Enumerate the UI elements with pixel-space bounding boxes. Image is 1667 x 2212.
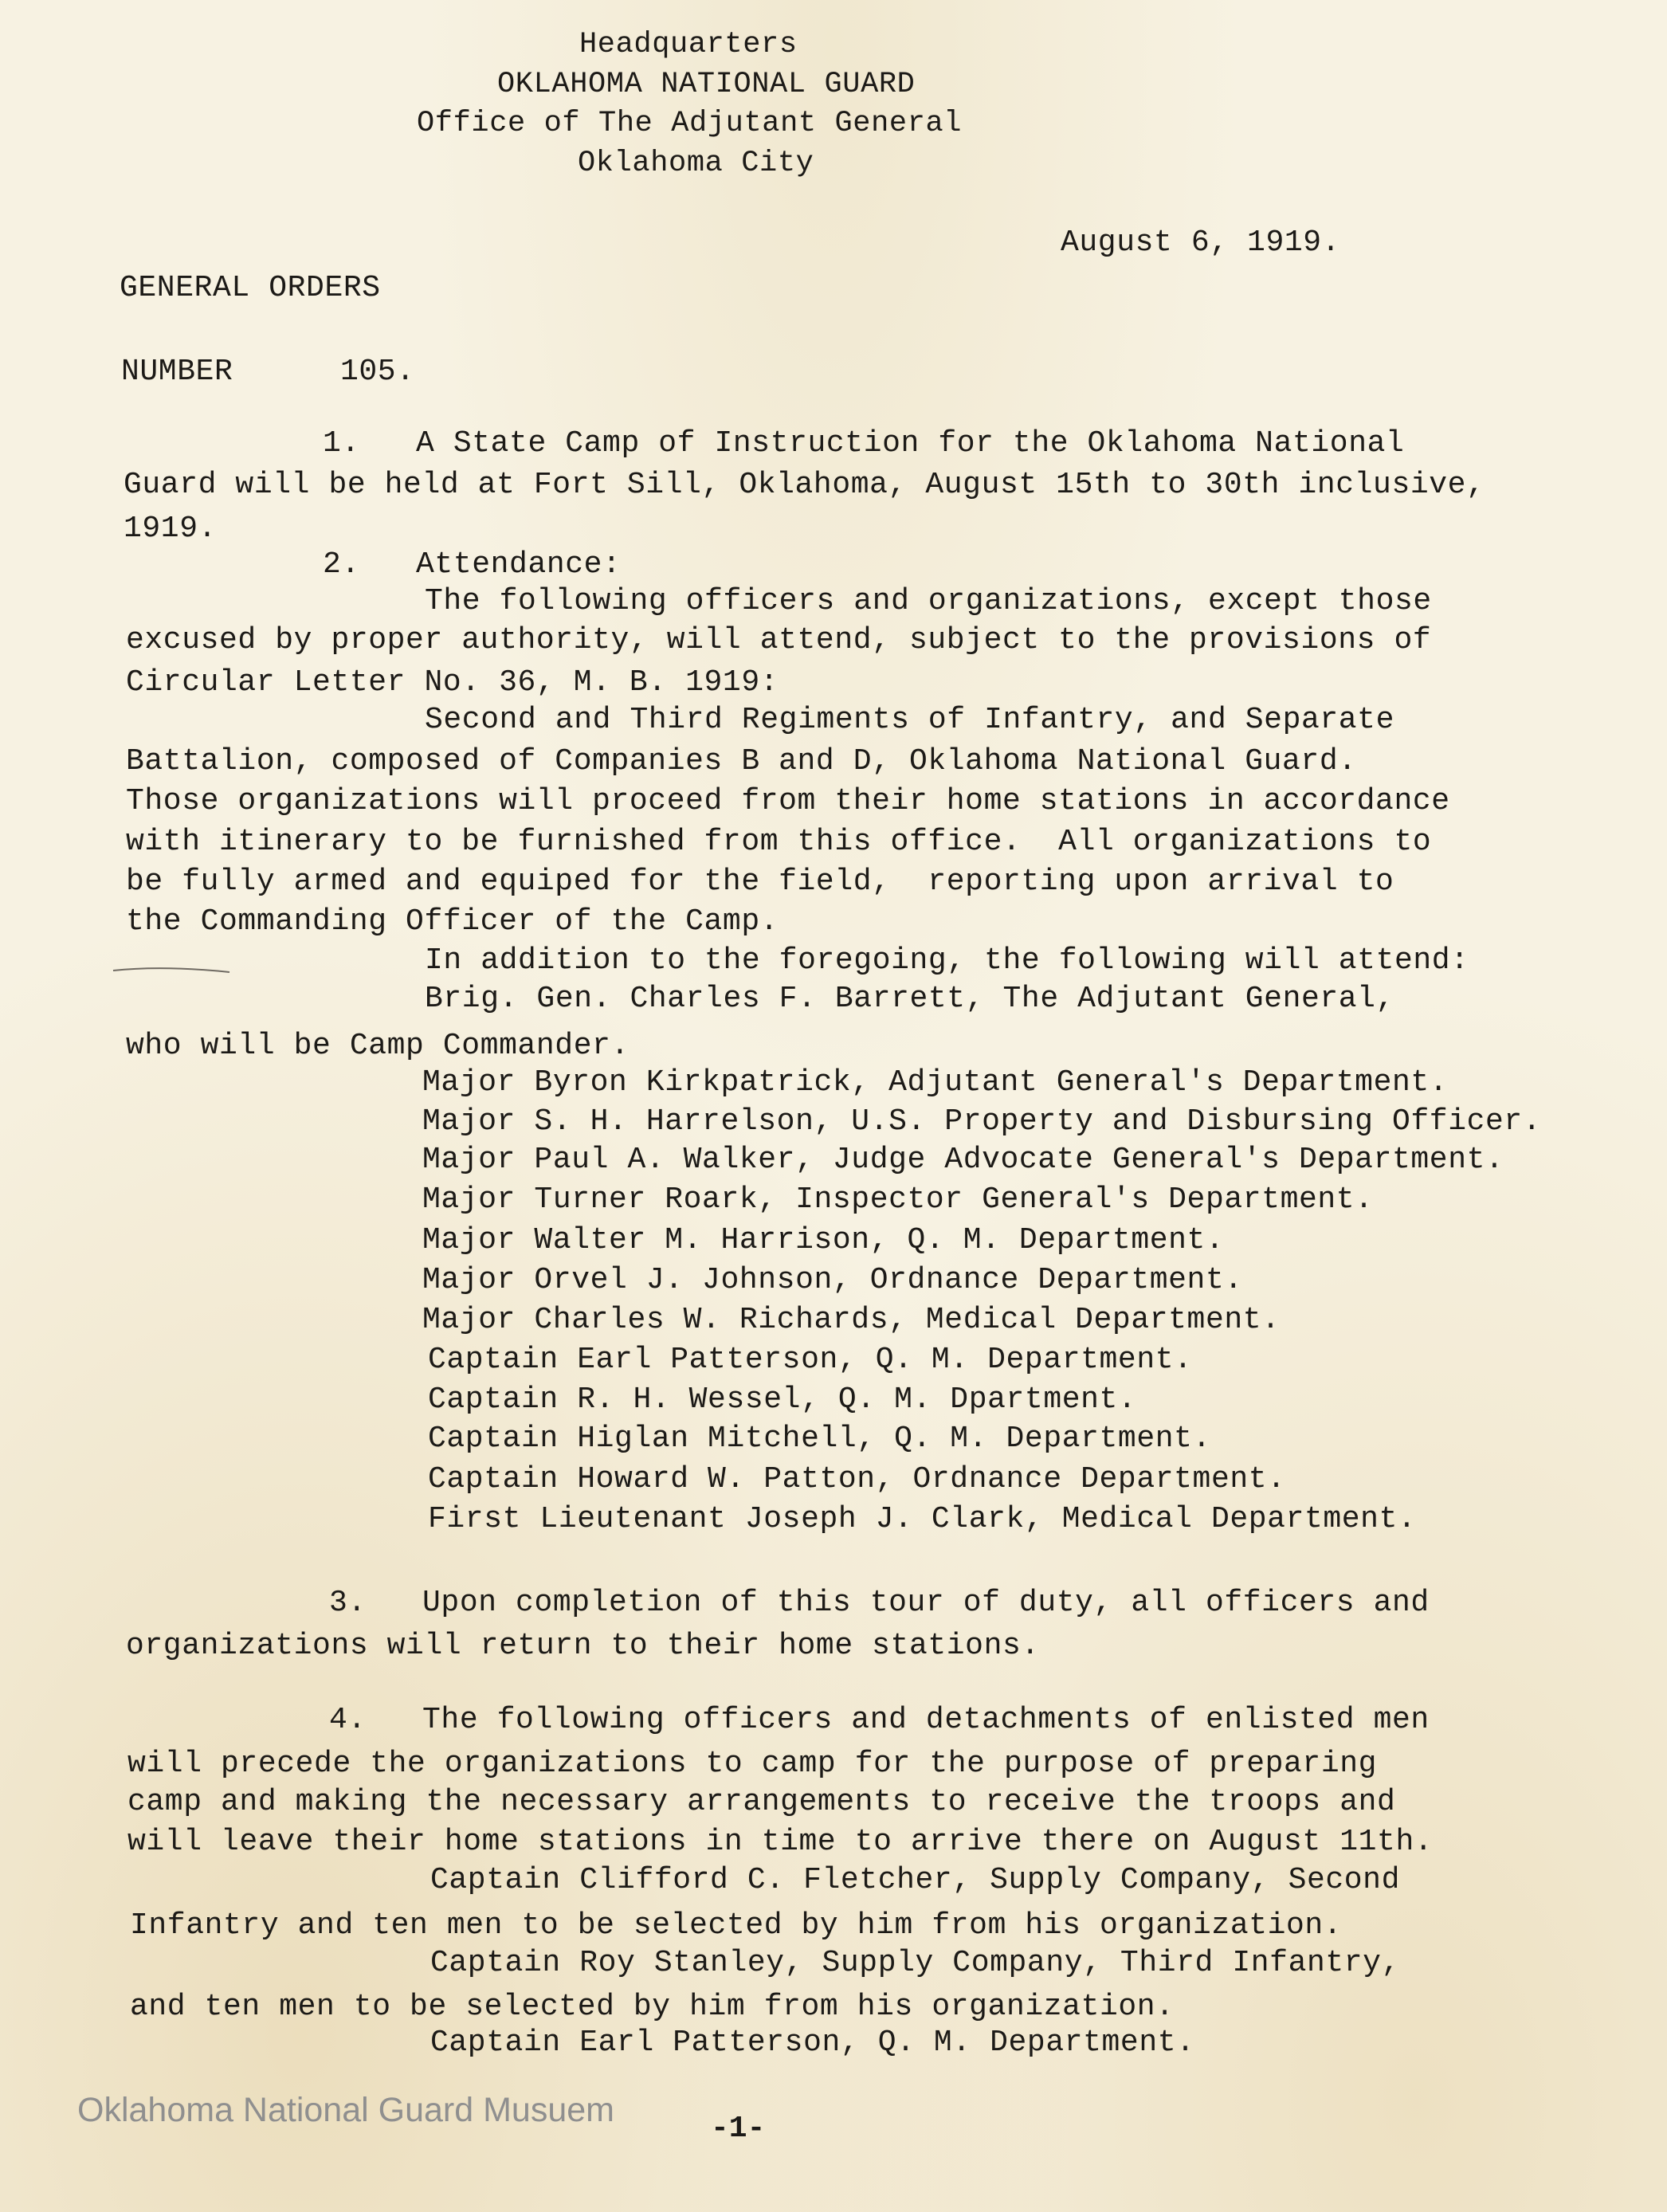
officer-list-item: First Lieutenant Joseph J. Clark, Medical Department. [428, 1502, 1417, 1536]
body-line: Captain Roy Stanley, Supply Company, Third Infantry, [430, 1946, 1400, 1980]
page-number: -1- [711, 2112, 766, 2146]
order-date: August 6, 1919. [1061, 226, 1341, 260]
body-line: Those organizations will proceed from their home stations in accordance [126, 784, 1450, 818]
letterhead-organization: OKLAHOMA NATIONAL GUARD [497, 68, 916, 101]
body-line: Circular Letter No. 36, M. B. 1919: [126, 665, 779, 700]
body-line: Second and Third Regiments of Infantry, and Separate [425, 703, 1394, 737]
body-line: 1. A State Camp of Instruction for the Oklahoma National [323, 426, 1405, 461]
body-line: excused by proper authority, will attend, subject to the provisions of [126, 623, 1432, 657]
body-line: with itinerary to be furnished from this office. All organizations to [126, 825, 1432, 859]
officer-list-item: Captain Earl Patterson, Q. M. Department. [428, 1343, 1193, 1377]
officer-list-item: Major Byron Kirkpatrick, Adjutant General's Department. [422, 1065, 1449, 1100]
stray-pen-mark [112, 966, 231, 974]
officer-list-item: Major Walter M. Harrison, Q. M. Department. [422, 1223, 1225, 1257]
officer-list-item: Captain Higlan Mitchell, Q. M. Department. [428, 1422, 1211, 1456]
body-line: Brig. Gen. Charles F. Barrett, The Adjutant General, [425, 982, 1394, 1016]
officer-list-item: Major Orvel J. Johnson, Ordnance Department. [422, 1263, 1243, 1297]
body-line: will leave their home stations in time to arrive there on August 11th. [127, 1825, 1434, 1859]
body-line: 3. Upon completion of this tour of duty, all officers and [329, 1586, 1430, 1620]
body-line: The following officers and organizations, except those [425, 584, 1432, 618]
officer-list-item: Captain R. H. Wessel, Q. M. Dpartment. [428, 1382, 1137, 1417]
body-line: and ten men to be selected by him from his organization. [130, 1990, 1175, 2024]
body-line: Captain Clifford C. Fletcher, Supply Company, Second [430, 1863, 1400, 1897]
letterhead-office: Office of The Adjutant General [417, 107, 963, 140]
order-number-value: 105. [340, 355, 415, 389]
body-line: will precede the organizations to camp for the purpose of preparing [127, 1747, 1378, 1781]
officer-list-item: Major Charles W. Richards, Medical Department. [422, 1303, 1281, 1337]
museum-watermark: Oklahoma National Guard Musuem [77, 2091, 614, 2129]
body-line: Infantry and ten men to be selected by him from his organization. [130, 1908, 1343, 1943]
general-orders-title: GENERAL ORDERS [120, 271, 381, 305]
body-line: 1919. [124, 512, 218, 546]
body-line: Captain Earl Patterson, Q. M. Department. [430, 2026, 1195, 2060]
order-number-label: NUMBER [121, 355, 233, 389]
letterhead-city: Oklahoma City [578, 147, 814, 180]
body-line: camp and making the necessary arrangements to receive the troops and [127, 1785, 1396, 1819]
officer-list-item: Major Paul A. Walker, Judge Advocate General's Department. [422, 1143, 1504, 1177]
letterhead-headquarters: Headquarters [579, 28, 798, 61]
body-line: be fully armed and equiped for the field, reporting upon arrival to [126, 865, 1394, 899]
officer-list-item: Captain Howard W. Patton, Ordnance Department. [428, 1462, 1286, 1496]
body-line: Battalion, composed of Companies B and D, Oklahoma National Guard. [126, 744, 1357, 779]
body-line: who will be Camp Commander. [126, 1029, 630, 1063]
body-line: Guard will be held at Fort Sill, Oklahoma, August 15th to 30th inclusive, [124, 468, 1485, 502]
body-line: 2. Attendance: [323, 547, 622, 582]
body-line: the Commanding Officer of the Camp. [126, 904, 779, 939]
body-line: organizations will return to their home stations. [126, 1629, 1040, 1663]
body-line: 4. The following officers and detachments of enlisted men [329, 1703, 1430, 1737]
body-line: In addition to the foregoing, the following will attend: [425, 943, 1469, 978]
officer-list-item: Major Turner Roark, Inspector General's Department. [422, 1182, 1374, 1217]
officer-list-item: Major S. H. Harrelson, U.S. Property and Disbursing Officer. [422, 1104, 1542, 1139]
